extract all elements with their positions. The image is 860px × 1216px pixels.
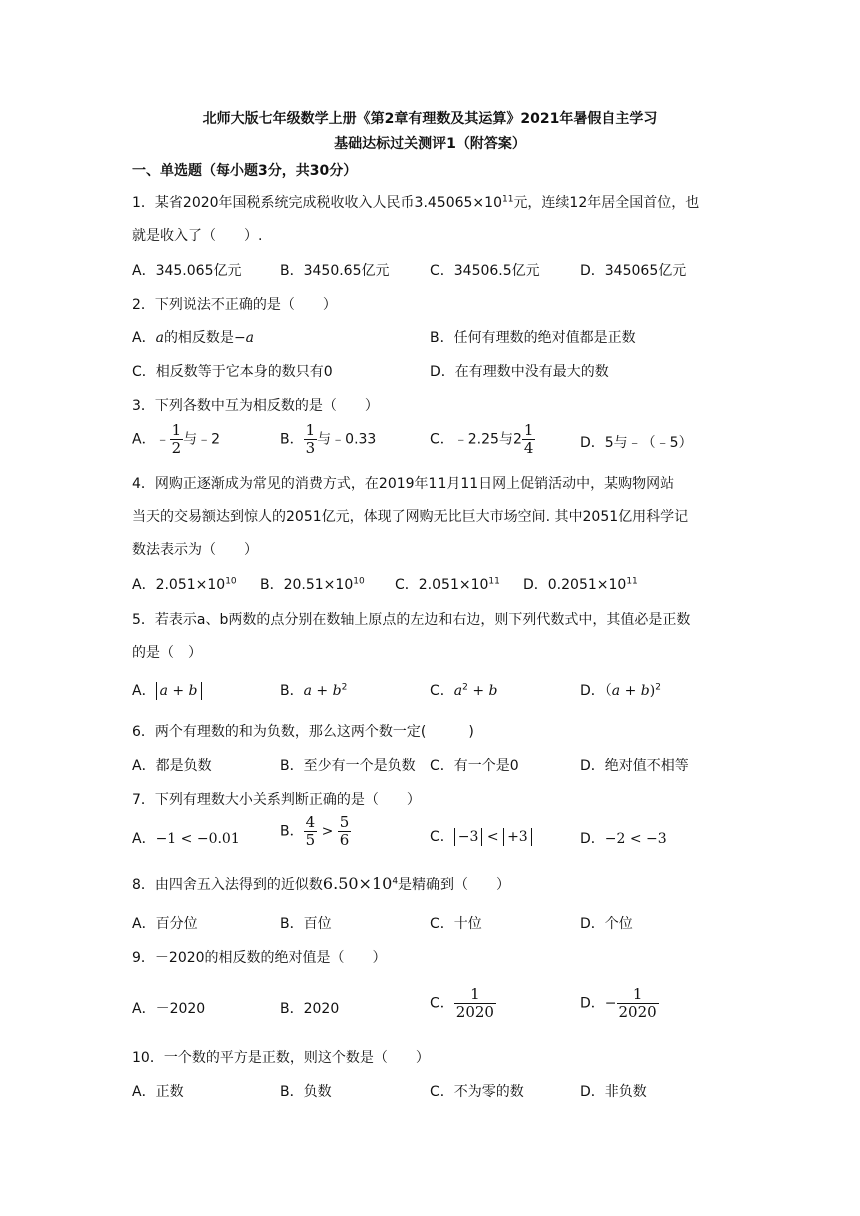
q7-b-num2: 5 — [339, 813, 350, 831]
question-6-stem: 6．两个有理数的和为负数，那么这两个数一定( ) — [132, 724, 474, 740]
q10-option-b: B．负数 — [280, 1084, 332, 1100]
q6-option-b: B．至少有一个是负数 — [280, 758, 416, 774]
q7-b-den1: 5 — [305, 831, 316, 849]
document-title-line2: 基础达标过关测评1（附答案） — [334, 136, 526, 152]
q5-b-sup: 2 — [341, 682, 348, 693]
q7-c-pre: C． — [430, 829, 454, 845]
q5-a-pre: A． — [132, 683, 156, 699]
q5-option-a — [132, 680, 202, 700]
question-8-stem — [132, 874, 510, 894]
question-1-stem-line2: 就是收入了（ ）. — [132, 228, 263, 244]
q7-b-op: > — [317, 823, 338, 840]
q4-option-b — [260, 574, 365, 594]
q7-d-expr: −2 < −3 — [604, 831, 667, 847]
q7-b-pre: B． — [280, 823, 304, 840]
q3-b-num: 1 — [305, 421, 316, 439]
q5-option-c — [430, 680, 497, 700]
q7-option-c — [430, 826, 532, 846]
q7-b-num1: 4 — [305, 813, 316, 831]
q7-b-fraction1 — [304, 814, 318, 849]
q3-a-num: 1 — [171, 421, 182, 439]
q3-option-c — [430, 422, 535, 457]
q8-post: 是精确到（ ） — [398, 877, 511, 893]
q3-b-post: 与﹣0.33 — [317, 431, 377, 448]
q3-a-pre: A．﹣ — [132, 431, 170, 448]
q3-option-b — [280, 422, 376, 457]
q4-d-pre: D．0.2051×10 — [523, 577, 627, 593]
q2-a-pre: A． — [132, 330, 156, 346]
q7-option-a — [132, 828, 240, 848]
q5-d-sup: 2 — [655, 682, 661, 693]
q5-d-expr: a + b — [611, 683, 650, 699]
q10-option-c: C．不为零的数 — [430, 1084, 524, 1100]
q2-a-mid: 的相反数是 — [163, 330, 234, 346]
q5-c-expr1: a — [453, 683, 463, 699]
q8-option-a: A．百分位 — [132, 916, 198, 932]
q9-d-pre: D． — [580, 995, 605, 1012]
q3-c-den: 4 — [523, 439, 534, 457]
document-title-line1: 北师大版七年级数学上册《第2章有理数及其运算》2021年暑假自主学习 — [202, 111, 658, 127]
q1-option-d: D．345065亿元 — [580, 263, 687, 279]
q9-option-a: A．－2020 — [132, 1001, 206, 1017]
q9-c-pre: C． — [430, 995, 454, 1012]
q2-option-a — [132, 327, 254, 347]
q4-c-pre: C．2.051×10 — [395, 577, 489, 593]
question-3-stem: 3．下列各数中互为相反数的是（ ） — [132, 398, 379, 414]
q1-option-b: B．3450.65亿元 — [280, 263, 390, 279]
q8-option-d: D．个位 — [580, 916, 633, 932]
q5-b-expr: a + b — [303, 683, 342, 699]
q7-b-fraction2 — [338, 814, 352, 849]
q1-line1-post: 元，连续12年居全国首位，也 — [513, 195, 700, 211]
q4-c-sup: 11 — [488, 576, 500, 587]
q9-c-fraction — [454, 986, 496, 1021]
q2-option-c: C．相反数等于它本身的数只有0 — [132, 364, 333, 380]
q9-d-num: 1 — [632, 985, 643, 1003]
q9-d-den: 2020 — [618, 1003, 657, 1021]
q1-line1-sup: 11 — [501, 194, 514, 205]
q3-b-pre: B． — [280, 431, 304, 448]
q2-option-d: D．在有理数中没有最大的数 — [430, 364, 609, 380]
q7-d-pre: D． — [580, 831, 605, 847]
question-4-stem-line1: 4．网购正逐渐成为常见的消费方式，在2019年11月11日网上促销活动中，某购物网站 — [132, 476, 675, 492]
q9-c-den: 2020 — [455, 1003, 494, 1021]
q5-d-close: ) — [649, 683, 656, 699]
question-4-stem-line3: 数法表示为（ ） — [132, 542, 258, 558]
q3-b-fraction — [304, 422, 318, 457]
q1-line1-pre: 1．某省2020年国税系统完成税收收入人民币3.45065×10 — [132, 195, 502, 211]
q3-option-d: D．5与﹣（﹣5） — [580, 435, 693, 451]
q3-c-pre: C．﹣2.25与2 — [430, 431, 522, 448]
q3-a-den: 2 — [171, 439, 182, 457]
question-7-stem: 7．下列有理数大小关系判断正确的是（ ） — [132, 792, 421, 808]
q5-c-expr2: + b — [467, 683, 498, 699]
q6-option-c: C．有一个是0 — [430, 758, 519, 774]
q5-c-pre: C． — [430, 683, 454, 699]
q5-d-pre: D．（ — [580, 683, 612, 699]
question-9-stem: 9．－2020的相反数的绝对值是（ ） — [132, 950, 387, 966]
question-4-stem-line2: 当天的交易额达到惊人的2051亿元，体现了网购无比巨大市场空间. 其中2051亿用科学记 — [132, 509, 689, 525]
q7-a-expr: −1 < −0.01 — [155, 831, 240, 847]
q8-sup: 4 — [392, 876, 399, 887]
q4-b-pre: B．20.51×10 — [260, 577, 354, 593]
question-5-stem-line2: 的是（ ） — [132, 645, 202, 661]
q9-option-d — [580, 986, 659, 1021]
question-5-stem-line1: 5．若表示a、b两数的点分别在数轴上原点的左边和右边，则下列代数式中，其值必是正数 — [132, 612, 691, 628]
q1-option-a: A．345.065亿元 — [132, 263, 242, 279]
q1-option-c: C．34506.5亿元 — [430, 263, 540, 279]
q9-d-neg: − — [604, 995, 617, 1012]
q9-option-b: B．2020 — [280, 1001, 340, 1017]
q5-b-pre: B． — [280, 683, 304, 699]
q3-c-num: 1 — [523, 421, 534, 439]
q7-c-left: −3 — [454, 828, 483, 846]
q5-c-sup: 2 — [462, 682, 468, 693]
q7-option-d — [580, 828, 667, 848]
q4-d-sup: 11 — [626, 576, 638, 587]
q3-a-fraction — [170, 422, 184, 457]
q7-option-b — [280, 814, 351, 849]
q3-c-fraction — [522, 422, 536, 457]
q8-num: 6.50×10 — [322, 874, 393, 893]
q9-c-num: 1 — [470, 985, 480, 1003]
q8-pre: 8．由四舍五入法得到的近似数 — [132, 877, 323, 893]
q6-option-a: A．都是负数 — [132, 758, 212, 774]
q2-option-b: B．任何有理数的绝对值都是正数 — [430, 330, 636, 346]
q4-option-d — [523, 574, 638, 594]
question-1-stem-line1 — [132, 192, 699, 212]
q4-a-sup: 10 — [225, 576, 237, 587]
q7-b-den2: 6 — [339, 831, 350, 849]
q5-option-b — [280, 680, 347, 700]
q5-a-expr: a + b — [156, 682, 202, 700]
q7-c-right: +3 — [503, 828, 532, 846]
q8-option-c: C．十位 — [430, 916, 482, 932]
q4-b-sup: 10 — [353, 576, 365, 587]
q4-a-pre: A．2.051×10 — [132, 577, 226, 593]
q10-option-d: D．非负数 — [580, 1084, 647, 1100]
q9-d-fraction — [617, 986, 659, 1021]
question-10-stem: 10．一个数的平方是正数，则这个数是（ ） — [132, 1050, 430, 1066]
q4-option-c — [395, 574, 500, 594]
q10-option-a: A．正数 — [132, 1084, 184, 1100]
q3-b-den: 3 — [305, 439, 316, 457]
q8-option-b: B．百位 — [280, 916, 332, 932]
q9-option-c — [430, 986, 496, 1021]
q7-c-op: < — [482, 829, 504, 845]
q3-option-a — [132, 422, 220, 457]
q6-option-d: D．绝对值不相等 — [580, 758, 689, 774]
q3-a-post: 与﹣2 — [183, 431, 221, 448]
q4-option-a — [132, 574, 237, 594]
q2-a-var: a — [155, 330, 164, 346]
section-heading: 一、单选题（每小题3分，共30分） — [132, 163, 358, 179]
q2-a-neg: −a — [233, 330, 255, 346]
question-2-stem: 2．下列说法不正确的是（ ） — [132, 297, 337, 313]
q5-option-d — [580, 680, 661, 700]
q7-a-pre: A． — [132, 831, 156, 847]
